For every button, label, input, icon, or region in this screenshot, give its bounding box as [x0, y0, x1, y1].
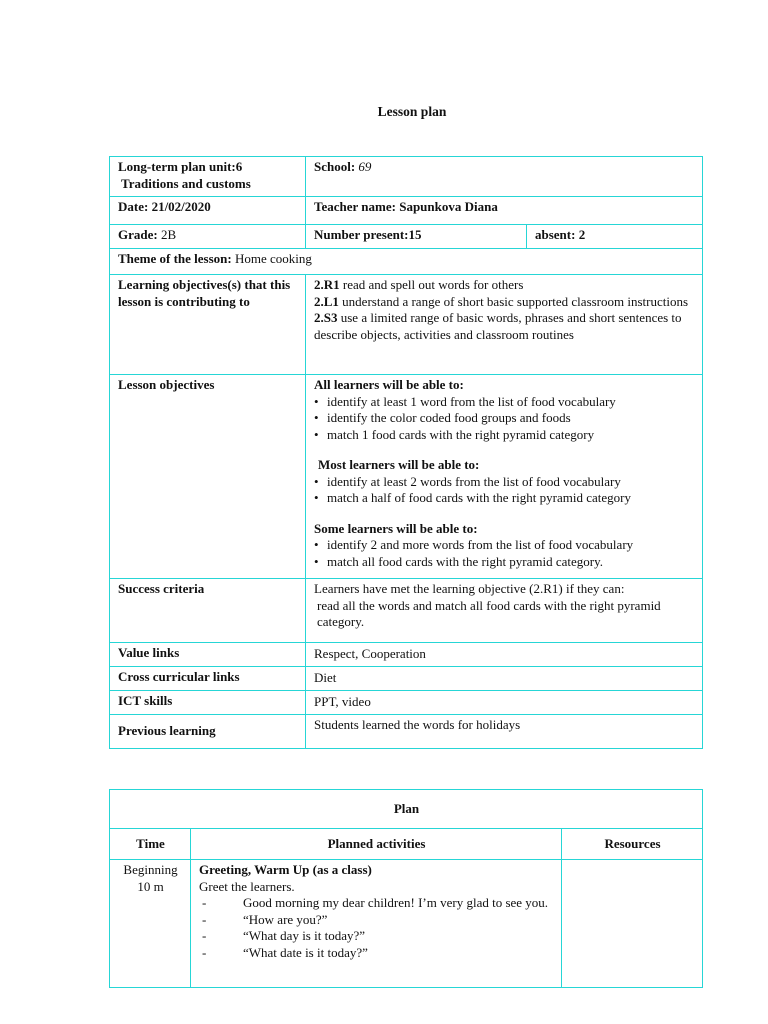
list-item: • match a half of food cards with the right pyramid category	[314, 490, 695, 507]
unit-name: Traditions and customs	[121, 175, 251, 191]
absent-cell: absent: 2	[527, 225, 703, 249]
list-item: • match 1 food cards with the right pyramid category	[314, 427, 695, 444]
lesson-info-table	[109, 156, 703, 749]
cross-curricular-label: Cross curricular links	[110, 667, 306, 691]
document-title: Lesson plan	[377, 104, 447, 119]
list-item: - “What date is it today?”	[243, 945, 554, 962]
school-value: 69	[358, 159, 372, 174]
col-resources-header: Resources	[562, 829, 703, 860]
value-links-label: Value links	[110, 643, 306, 667]
teacher-cell: Teacher name: Sapunkova Diana	[306, 197, 703, 225]
grade-label: Grade:	[118, 227, 158, 242]
list-item: - “How are you?”	[243, 912, 554, 929]
objective-code: 2.R1	[314, 277, 340, 292]
theme-cell	[110, 249, 703, 275]
activity-intro: Greet the learners.	[199, 878, 295, 894]
some-learners-heading: Some learners will be able to:	[314, 520, 478, 536]
learning-objectives-cell	[306, 275, 703, 375]
success-criteria-line: Learners have met the learning objective (2.R1) if they can:	[314, 581, 625, 596]
objective-text: read and spell out words for others	[342, 277, 524, 292]
theme-label: Theme of the lesson:	[118, 251, 232, 266]
success-criteria-label: Success criteria	[110, 579, 306, 643]
plan-table	[109, 789, 703, 988]
previous-learning-value: Students learned the words for holidays	[306, 715, 703, 749]
present-cell: Number present:15	[306, 225, 527, 249]
objective-text: use a limited range of basic words, phrases and short sentences to describe objects, activities and classroom routines	[314, 310, 682, 342]
objective-code: 2.S3	[314, 310, 338, 325]
ict-skills-value: PPT, video	[306, 691, 703, 715]
list-item: • identify at least 2 words from the list of food vocabulary	[314, 474, 695, 491]
value-links-value: Respect, Cooperation	[306, 643, 703, 667]
activity-list	[199, 895, 554, 961]
list-item: - “What day is it today?”	[243, 928, 554, 945]
cross-curricular-value: Diet	[306, 667, 703, 691]
all-learners-list	[314, 394, 695, 444]
all-learners-heading: All learners will be able to:	[314, 377, 464, 392]
list-item: • match all food cards with the right pyramid category.	[314, 554, 695, 571]
list-item: • identify 2 and more words from the list of food vocabulary	[314, 537, 695, 554]
success-criteria-cell	[306, 579, 703, 643]
plan-heading: Plan	[110, 790, 703, 829]
col-activities-header: Planned activities	[191, 829, 562, 860]
objective-text: understand a range of short basic supported classroom instructions	[342, 293, 689, 309]
unit-label: Long-term plan unit:6	[118, 159, 243, 174]
col-time-header: Time	[110, 829, 191, 860]
previous-learning-label: Previous learning	[110, 715, 306, 749]
grade-cell	[110, 225, 306, 249]
success-criteria-line: read all the words and match all food cards with the right pyramid category.	[317, 597, 661, 629]
list-item: • identify the color coded food groups and foods	[314, 410, 695, 427]
most-learners-list	[314, 474, 695, 507]
objective-code: 2.L1	[314, 293, 339, 309]
date-cell: Date: 21/02/2020	[110, 197, 306, 225]
activity-title: Greeting, Warm Up (as a class)	[199, 862, 372, 877]
learning-objective-item	[314, 294, 695, 311]
lesson-objectives-cell	[306, 375, 703, 579]
school-cell	[306, 157, 703, 197]
learning-objective-item	[314, 277, 695, 294]
unit-cell	[110, 157, 306, 197]
ict-skills-label: ICT skills	[110, 691, 306, 715]
grade-value: 2B	[160, 227, 177, 242]
theme-value: Home cooking	[235, 251, 312, 266]
some-learners-list	[314, 537, 695, 570]
lesson-objectives-label: Lesson objectives	[110, 375, 306, 579]
learning-objective-item	[314, 310, 695, 343]
row-activities	[191, 860, 562, 988]
school-label: School:	[314, 159, 356, 174]
row-time: Beginning 10 m	[110, 860, 191, 988]
list-item: • identify at least 1 word from the list of food vocabulary	[314, 394, 695, 411]
list-item: - Good morning my dear children! I’m very glad to see you.	[243, 895, 554, 912]
learning-objectives-label: Learning objectives(s) that this lesson is contributing to	[110, 275, 306, 375]
most-learners-heading: Most learners will be able to:	[318, 457, 480, 472]
row-resources	[562, 860, 703, 988]
